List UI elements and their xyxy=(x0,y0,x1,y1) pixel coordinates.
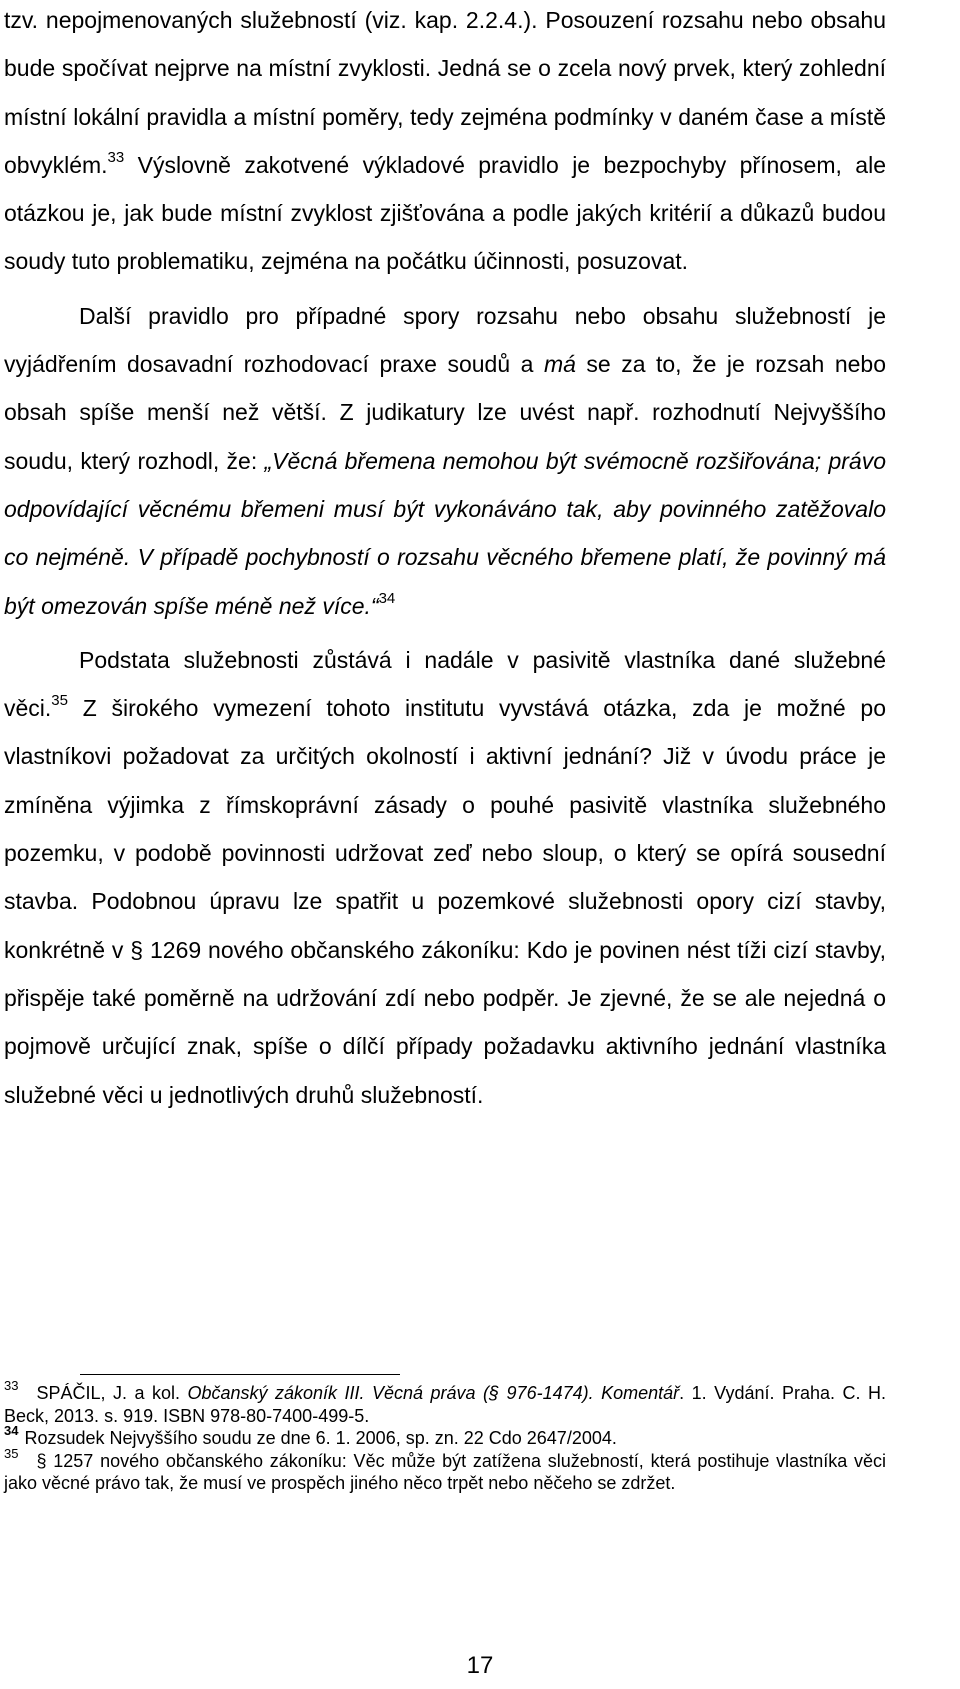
paragraph-text: Podstata služebnosti zůstává i nadále v pasivitě vlastníka dané služebné věci. xyxy=(4,646,886,722)
footnote-number: 35 xyxy=(4,1445,19,1461)
footnotes xyxy=(4,1378,886,1495)
page-number: 17 xyxy=(466,1652,494,1679)
paragraph-text: tzv. nepojmenovaných služebností (viz. kap. 2.2.4.). Posouzení rozsahu nebo obsahu bude spočívat nejprve na místní zvyklosti. Jedná se o zcela nový prvek, který zohlední místní lokální pravidla a místní poměry, tedy zejména podmínky v daném čase a místě obvyklém. xyxy=(4,7,886,178)
footnote-text: . 1. Vydání. Praha. C. H. Beck, 2013. s. 919. ISBN 978-80-7400-499-5. xyxy=(4,1383,886,1426)
footnote-text: SPÁČIL, J. a kol. xyxy=(36,1383,188,1403)
footnote-number: 33 xyxy=(4,1378,19,1393)
footnote-text: Rozsudek Nejvyššího soudu ze dne 6. 1. 2006, sp. zn. 22 Cdo 2647/2004. xyxy=(24,1428,617,1448)
paragraph-text: se za to, že je rozsah nebo obsah spíše menší než větší. Z judikatury lze uvést např. rozhodnutí Nejvyššího soudu, který rozhodl, že: xyxy=(4,351,886,474)
paragraph-text: Výslovně zakotvené výkladové pravidlo je bezpochyby přínosem, ale otázkou je, jak bude místní zvyklost zjišťována a podle jakých kritérií a důkazů budou soudy tuto problematiku, zejména na počátku účinnosti, posuzovat. xyxy=(4,151,886,275)
paragraph-text: Další pravidlo pro případné spory rozsahu nebo obsahu služebností je vyjádřením dosavadní rozhodovací praxe soudů a xyxy=(4,302,886,378)
footnote-number: 34 xyxy=(4,1423,19,1438)
footnote-separator xyxy=(80,1374,400,1375)
footnote-book-title: Občanský zákoník III. Věcná práva (§ 976-1474). Komentář xyxy=(187,1383,680,1403)
footnote-text: § 1257 nového občanského zákoníku: Věc může být zatížena služebností, která postihuje vlastníka věci jako věcné právo tak, že musí ve prospěch jiného něco trpět nebo něčeho se zdržet. xyxy=(4,1450,886,1493)
footnote-33 xyxy=(4,1378,886,1427)
footnote-34 xyxy=(4,1423,886,1450)
court-quote: „Věcná břemena nemohou být svémocně rozšiřována; právo odpovídající věcnému břemeni musí být vykonáváno tak, aby povinného zatěžovalo co nejméně. V případě pochybností o rozsahu věcného břemene platí, že povinný má být omezován spíše méně než více.“ xyxy=(4,447,887,619)
italic-word: má xyxy=(543,351,576,378)
footnote-ref-34[interactable]: 34 xyxy=(378,589,396,607)
paragraph-2 xyxy=(4,292,886,630)
paragraph-3 xyxy=(4,636,886,1119)
paragraph-text: Z širokého vymezení tohoto institutu vyvstává otázka, zda je možné po vlastníkovi požadovat za určitých okolností i aktivní jednání? Již v úvodu práce je zmíněna výjimka z římskoprávní zásady o pouhé pasivitě vlastníka služebného pozemku, v podobě povinnosti udržovat zeď nebo sloup, o který se opírá sousední stavba. Podobnou úpravu lze spatřit u pozemkové služebnosti opory cizí stavby, konkrétně v § 1269 nového občanského zákoníku: Kdo je povinen nést tíži cizí stavby, přispěje také poměrně na udržování zdí nebo podpěr. Je zjevné, že se ale nejedná o pojmově určující znak, spíše o dílčí případy požadavku aktivního jednání vlastníka služebné věci u jednotlivých druhů služebností. xyxy=(4,695,886,1108)
footnote-35 xyxy=(4,1445,886,1495)
paragraph-1 xyxy=(4,0,886,286)
body-text xyxy=(4,0,886,1119)
footnote-ref-33[interactable]: 33 xyxy=(107,148,125,166)
footnote-ref-35[interactable]: 35 xyxy=(51,692,68,710)
